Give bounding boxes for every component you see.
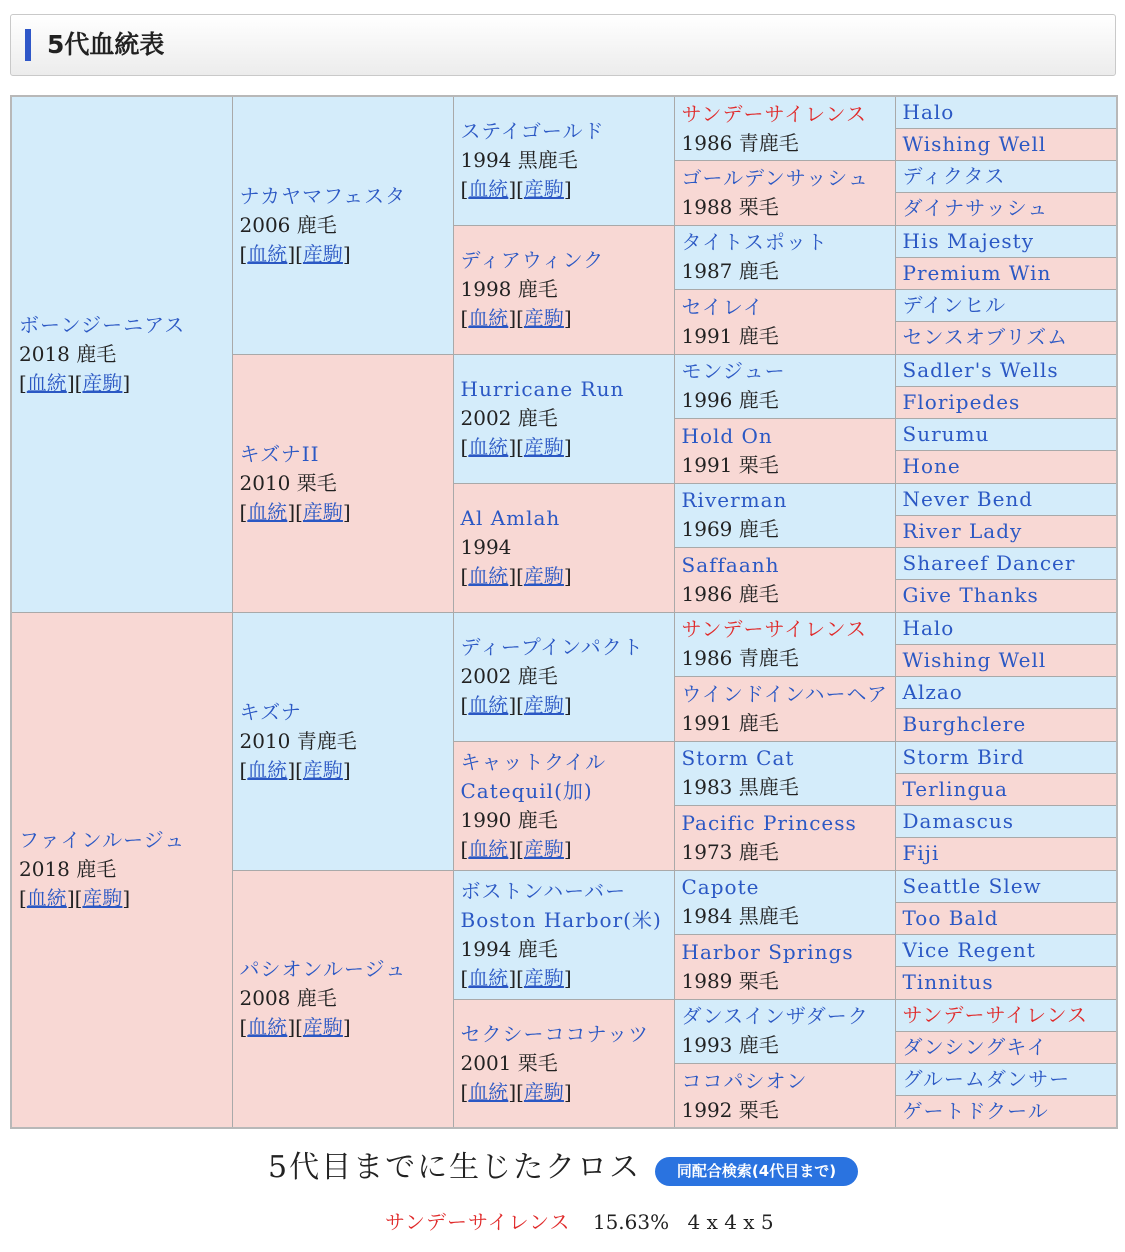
gen5-cell <box>895 902 1117 934</box>
gen5-horse-name[interactable]: グルームダンサー <box>902 1067 1071 1092</box>
gen5-horse-name[interactable]: Floripedes <box>902 389 1021 414</box>
gen4-cell <box>674 677 895 742</box>
pedigree-link[interactable]: 血統 <box>468 435 509 459</box>
gen5-horse-name[interactable]: ゲートドクール <box>902 1099 1049 1124</box>
horse-coat-color: 鹿毛 <box>517 936 558 961</box>
gen5-horse-name[interactable]: Surumu <box>902 422 990 447</box>
pedigree-link[interactable]: 血統 <box>468 965 509 990</box>
bracket: ] <box>122 370 131 395</box>
horse-coat-color: 鹿毛 <box>76 857 117 882</box>
gen5-cell <box>895 870 1117 902</box>
gen3-horse-name[interactable]: セクシーココナッツ <box>460 1021 650 1046</box>
gen5-cell <box>895 935 1117 967</box>
gen5-horse-name[interactable]: Vice Regent <box>902 938 1036 963</box>
same-breeding-search-button[interactable]: 同配合検索(4代目まで) <box>655 1157 858 1186</box>
horse-year: 1994 <box>460 535 512 559</box>
gen3-horse-info <box>461 533 667 562</box>
gen5-horse-name[interactable]: Alzao <box>902 680 963 705</box>
gen5-cell <box>895 967 1117 999</box>
bracket: [ <box>460 965 469 990</box>
gen2-cell <box>232 96 453 354</box>
gen4-cell <box>674 612 895 677</box>
gen3-cell <box>453 612 674 741</box>
gen3-cell <box>453 999 674 1128</box>
gen5-horse-name[interactable]: Terlingua <box>902 776 1008 801</box>
gen4-cell <box>674 548 895 613</box>
gen3-links <box>461 175 667 204</box>
bracket: ] <box>342 241 351 266</box>
gen4-horse-info: 1973 鹿毛 <box>681 839 779 864</box>
gen4-horse-name[interactable]: ゴールデンサッシュ <box>681 165 869 190</box>
cross-percentage: 15.63% <box>592 1210 670 1234</box>
gen3-horse-info <box>461 146 667 175</box>
gen3-links <box>461 835 667 864</box>
bracket: ] <box>563 965 572 990</box>
gen3-cell <box>453 225 674 354</box>
gen4-cell <box>674 290 895 355</box>
gen1-cell <box>11 612 232 1128</box>
gen3-links <box>461 964 667 993</box>
bracket: [ <box>460 435 469 459</box>
gen3-horse-name[interactable]: ボストンハーバー <box>460 878 627 903</box>
gen3-cell <box>453 96 674 225</box>
gen4-horse-name[interactable]: サンデーサイレンス <box>681 101 867 126</box>
gen5-cell <box>895 128 1117 160</box>
horse-year: 2010 <box>239 470 291 495</box>
gen1-horse-name[interactable]: ファインルージュ <box>19 828 186 853</box>
gen5-cell <box>895 773 1117 805</box>
bracket: ][ <box>508 693 524 717</box>
gen3-horse-alt-name[interactable]: Boston Harbor(米) <box>460 907 662 932</box>
gen4-cell <box>674 96 895 161</box>
bracket: ][ <box>508 836 524 861</box>
gen5-cell <box>895 1031 1117 1063</box>
gen5-horse-name[interactable]: Give Thanks <box>902 583 1039 608</box>
bracket: ][ <box>508 177 524 202</box>
pedigree-row <box>11 612 1117 644</box>
gen2-links <box>240 498 446 527</box>
gen5-cell <box>895 677 1117 709</box>
horse-year: 2002 <box>460 406 512 430</box>
offspring-link[interactable]: 産駒 <box>302 1015 343 1040</box>
gen5-horse-name[interactable]: Damascus <box>902 809 1014 834</box>
gen4-horse-info: 1986 鹿毛 <box>681 581 779 606</box>
pedigree-link[interactable]: 血統 <box>468 836 509 861</box>
gen5-horse-name[interactable]: Seattle Slew <box>902 873 1042 898</box>
bracket: ] <box>563 435 572 459</box>
bracket: ][ <box>66 370 83 395</box>
gen2-horse-name[interactable]: キズナ <box>239 699 302 724</box>
bracket: ] <box>563 564 572 588</box>
bracket: [ <box>460 1079 469 1104</box>
gen1-links <box>19 884 225 913</box>
bracket: [ <box>239 241 248 266</box>
horse-coat-color: 鹿毛 <box>517 807 558 832</box>
bracket: ] <box>342 499 351 524</box>
page-title: 5代血統表 <box>47 30 165 59</box>
header-accent-bar <box>25 29 31 61</box>
horse-coat-color: 鹿毛 <box>296 212 337 237</box>
gen5-cell <box>895 999 1117 1031</box>
horse-coat-color: 栗毛 <box>517 1050 558 1075</box>
gen5-cell <box>895 161 1117 193</box>
horse-year: 2010 <box>239 728 291 753</box>
gen3-links <box>461 433 667 462</box>
gen3-horse-info <box>461 275 667 304</box>
pedigree-link[interactable]: 血統 <box>26 886 67 911</box>
offspring-link[interactable]: 産駒 <box>82 370 123 395</box>
offspring-link[interactable]: 産駒 <box>302 757 343 782</box>
gen5-cell <box>895 548 1117 580</box>
horse-coat-color: 鹿毛 <box>296 986 337 1011</box>
gen4-horse-info: 1986 青鹿毛 <box>681 646 799 671</box>
pedigree-link[interactable]: 血統 <box>468 177 509 202</box>
pedigree-link[interactable]: 血統 <box>247 241 288 266</box>
gen3-horse-alt-name[interactable]: Catequil(加) <box>460 778 593 803</box>
bracket: [ <box>239 499 248 524</box>
gen5-cell <box>895 709 1117 741</box>
horse-year: 2008 <box>239 986 291 1011</box>
gen4-cell <box>674 483 895 548</box>
gen5-horse-name[interactable]: Premium Win <box>902 260 1052 285</box>
horse-year: 2002 <box>460 664 512 688</box>
section-header <box>10 14 1116 76</box>
bracket: ] <box>563 1079 572 1104</box>
gen5-horse-name[interactable]: Never Bend <box>902 486 1034 511</box>
gen4-horse-name[interactable]: Hold On <box>681 423 773 448</box>
gen3-links <box>461 691 667 720</box>
horse-year: 2006 <box>239 212 291 237</box>
bracket: [ <box>19 370 27 395</box>
gen3-horse-name[interactable]: ステイゴールド <box>460 119 605 144</box>
gen2-links <box>240 1013 446 1042</box>
bracket: [ <box>460 564 469 588</box>
gen5-horse-name[interactable]: Halo <box>902 615 955 640</box>
gen4-horse-name[interactable]: Pacific Princess <box>681 810 857 835</box>
gen5-horse-name[interactable]: Hone <box>902 454 961 479</box>
horse-year: 1998 <box>460 277 512 301</box>
gen5-horse-name[interactable]: Too Bald <box>902 905 999 930</box>
bracket: [ <box>239 1015 248 1040</box>
gen3-cell <box>453 483 674 612</box>
gen5-horse-name[interactable]: ディクタス <box>902 164 1006 189</box>
gen3-links <box>461 1078 667 1107</box>
bracket: ] <box>342 757 351 782</box>
gen4-horse-name[interactable]: Storm Cat <box>681 746 795 771</box>
gen5-cell <box>895 322 1117 354</box>
bracket: ][ <box>508 1079 524 1104</box>
gen4-horse-info: 1991 鹿毛 <box>681 323 779 348</box>
gen4-horse-name[interactable]: Saffaanh <box>681 552 780 577</box>
gen3-horse-info <box>461 404 667 433</box>
gen5-horse-name[interactable]: ダイナサッシュ <box>902 196 1049 221</box>
gen4-horse-name[interactable]: セイレイ <box>681 294 764 319</box>
gen5-horse-name[interactable]: Burghclere <box>902 712 1027 737</box>
gen5-horse-name[interactable]: River Lady <box>902 518 1023 543</box>
gen4-horse-info: 1969 鹿毛 <box>681 517 779 542</box>
offspring-link[interactable]: 産駒 <box>302 499 343 524</box>
bracket: [ <box>460 693 469 717</box>
gen4-horse-name[interactable]: ココパシオン <box>681 1068 808 1093</box>
bracket: [ <box>460 306 469 330</box>
gen3-horse-name[interactable]: ディープインパクト <box>460 635 644 659</box>
gen5-horse-name[interactable]: Sadler's Wells <box>902 357 1059 382</box>
bracket: [ <box>460 177 469 202</box>
gen2-cell <box>232 612 453 870</box>
cross-title: 5代目までに生じたクロス <box>268 1150 642 1185</box>
pedigree-link[interactable]: 血統 <box>247 757 288 782</box>
gen1-links <box>19 369 225 398</box>
gen5-cell <box>895 354 1117 386</box>
horse-year: 2018 <box>19 341 70 366</box>
gen2-cell <box>232 870 453 1128</box>
gen5-cell <box>895 741 1117 773</box>
offspring-link[interactable]: 産駒 <box>523 965 564 990</box>
cross-generations: 4 x 4 x 5 <box>687 1210 774 1234</box>
gen2-links <box>240 240 446 269</box>
bracket: ] <box>563 177 572 202</box>
gen2-links <box>240 756 446 785</box>
gen2-horse-info <box>240 211 446 240</box>
gen4-horse-info: 1993 鹿毛 <box>681 1033 779 1058</box>
gen5-cell <box>895 386 1117 418</box>
gen3-links <box>461 304 667 333</box>
gen5-horse-name[interactable]: Shareef Dancer <box>902 551 1076 576</box>
gen5-cell <box>895 580 1117 612</box>
horse-coat-color: 黒鹿毛 <box>517 148 578 173</box>
offspring-link[interactable]: 産駒 <box>523 177 564 202</box>
bracket: ][ <box>508 306 524 330</box>
gen5-horse-name[interactable]: Wishing Well <box>902 131 1047 156</box>
bracket: ][ <box>287 241 303 266</box>
gen4-horse-info: 1989 栗毛 <box>681 968 779 993</box>
gen2-cell <box>232 354 453 612</box>
gen5-cell <box>895 257 1117 289</box>
gen5-cell <box>895 96 1117 128</box>
offspring-link[interactable]: 産駒 <box>82 886 123 911</box>
gen2-horse-info <box>240 727 446 756</box>
gen3-horse-info <box>461 806 667 835</box>
gen1-horse-info <box>19 855 225 884</box>
gen3-horse-name[interactable]: Al Amlah <box>460 506 561 530</box>
bracket: ] <box>342 1015 351 1040</box>
offspring-link[interactable]: 産駒 <box>523 435 564 459</box>
gen4-cell <box>674 225 895 290</box>
bracket: ] <box>122 886 131 911</box>
gen3-horse-name[interactable]: ディアウィンク <box>460 248 605 272</box>
offspring-link[interactable]: 産駒 <box>523 306 564 330</box>
gen5-cell <box>895 644 1117 676</box>
gen5-horse-name[interactable]: センスオブリズム <box>902 325 1069 350</box>
gen2-horse-info <box>240 984 446 1013</box>
bracket: ][ <box>508 435 524 459</box>
gen1-cell <box>11 96 232 612</box>
offspring-link[interactable]: 産駒 <box>523 693 564 717</box>
gen4-horse-info: 1984 黒鹿毛 <box>681 904 799 929</box>
gen5-horse-name[interactable]: Tinnitus <box>902 970 994 995</box>
gen1-horse-info <box>19 340 225 369</box>
gen4-horse-info: 1991 栗毛 <box>681 452 779 477</box>
offspring-link[interactable]: 産駒 <box>523 564 564 588</box>
gen3-horse-info <box>461 935 667 964</box>
gen4-horse-info: 1988 栗毛 <box>681 194 779 219</box>
horse-coat-color: 鹿毛 <box>517 277 558 301</box>
gen2-horse-info <box>240 469 446 498</box>
gen4-horse-info: 1986 青鹿毛 <box>681 130 799 155</box>
pedigree-table <box>10 95 1118 1129</box>
gen5-cell <box>895 225 1117 257</box>
gen4-horse-name[interactable]: サンデーサイレンス <box>681 617 867 642</box>
cross-row <box>385 1208 774 1236</box>
pedigree-link[interactable]: 血統 <box>468 306 509 330</box>
gen5-horse-name[interactable]: デインヒル <box>902 293 1007 318</box>
gen5-cell <box>895 419 1117 451</box>
gen3-cell <box>453 870 674 999</box>
gen4-horse-info: 1992 栗毛 <box>681 1097 779 1122</box>
gen4-horse-info: 1996 鹿毛 <box>681 388 779 413</box>
gen3-links <box>461 562 667 591</box>
gen5-horse-name[interactable]: His Majesty <box>902 228 1034 253</box>
gen4-horse-name[interactable]: モンジュー <box>681 359 786 384</box>
horse-coat-color: 鹿毛 <box>517 664 558 688</box>
bracket: [ <box>460 836 469 861</box>
gen5-horse-name[interactable]: Wishing Well <box>902 647 1047 672</box>
pedigree-link[interactable]: 血統 <box>247 1015 288 1040</box>
gen3-cell <box>453 354 674 483</box>
offspring-link[interactable]: 産駒 <box>523 1079 564 1104</box>
bracket: ] <box>563 836 572 861</box>
bracket: ][ <box>287 757 303 782</box>
gen2-horse-name[interactable]: パシオンルージュ <box>239 957 407 982</box>
gen4-cell <box>674 419 895 484</box>
gen3-horse-info <box>461 662 667 691</box>
bracket: ][ <box>287 1015 303 1040</box>
gen5-horse-name[interactable]: ダンシングキイ <box>902 1034 1048 1059</box>
gen2-horse-name[interactable]: キズナII <box>239 441 320 466</box>
gen5-cell <box>895 612 1117 644</box>
pedigree-link[interactable]: 血統 <box>468 693 509 717</box>
bracket: ] <box>563 693 572 717</box>
gen4-cell <box>674 806 895 871</box>
gen2-horse-name[interactable]: ナカヤマフェスタ <box>239 183 407 208</box>
gen4-cell <box>674 935 895 1000</box>
bracket: ] <box>563 306 572 330</box>
gen4-cell <box>674 1064 895 1129</box>
gen3-cell <box>453 741 674 870</box>
pedigree-link[interactable]: 血統 <box>468 1079 509 1104</box>
gen4-horse-info: 1983 黒鹿毛 <box>681 775 799 800</box>
gen4-horse-name[interactable]: ダンスインザダーク <box>681 1004 869 1029</box>
gen5-cell <box>895 806 1117 838</box>
gen4-horse-name[interactable]: タイトスポット <box>681 230 828 255</box>
gen5-horse-name[interactable]: Halo <box>902 99 955 124</box>
horse-year: 1994 <box>460 936 512 961</box>
pedigree-link[interactable]: 血統 <box>468 564 509 588</box>
bracket: ][ <box>287 499 303 524</box>
gen3-horse-info <box>461 1049 667 1078</box>
gen5-horse-name[interactable]: Fiji <box>902 841 940 866</box>
gen4-horse-name[interactable]: Riverman <box>681 488 788 513</box>
gen3-horse-name[interactable]: キャットクイル <box>460 749 607 774</box>
horse-coat-color: 青鹿毛 <box>296 728 357 753</box>
horse-year: 1990 <box>460 807 512 832</box>
gen4-horse-info: 1987 鹿毛 <box>681 259 779 284</box>
gen4-cell <box>674 870 895 935</box>
gen4-cell <box>674 354 895 419</box>
gen4-horse-name[interactable]: Harbor Springs <box>681 939 854 964</box>
gen5-cell <box>895 193 1117 225</box>
gen5-cell <box>895 515 1117 547</box>
gen1-horse-name[interactable]: ボーンジーニアス <box>19 312 186 337</box>
gen4-horse-name[interactable]: ウインドインハーヘア <box>681 681 888 706</box>
gen4-horse-name[interactable]: Capote <box>681 875 760 900</box>
gen5-cell <box>895 451 1117 483</box>
gen3-horse-name[interactable]: Hurricane Run <box>460 377 625 401</box>
gen5-horse-name[interactable]: サンデーサイレンス <box>902 1002 1088 1027</box>
gen5-cell <box>895 838 1117 870</box>
bracket: ][ <box>508 965 524 990</box>
gen5-horse-name[interactable]: Storm Bird <box>902 744 1025 769</box>
gen4-cell <box>674 999 895 1064</box>
bracket: ][ <box>508 564 524 588</box>
bracket: ][ <box>66 886 83 911</box>
gen5-cell <box>895 483 1117 515</box>
horse-coat-color: 栗毛 <box>296 470 337 495</box>
gen4-cell <box>674 161 895 226</box>
pedigree-link[interactable]: 血統 <box>26 370 67 395</box>
bracket: [ <box>19 886 27 911</box>
horse-year: 1994 <box>460 148 512 173</box>
gen4-horse-info: 1991 鹿毛 <box>681 710 779 735</box>
horse-coat-color: 鹿毛 <box>76 341 117 366</box>
bracket: [ <box>239 757 248 782</box>
gen5-cell <box>895 1064 1117 1096</box>
horse-year: 2001 <box>460 1050 512 1075</box>
gen5-cell <box>895 290 1117 322</box>
pedigree-link[interactable]: 血統 <box>247 499 288 524</box>
offspring-link[interactable]: 産駒 <box>302 241 343 266</box>
gen5-cell <box>895 1096 1117 1128</box>
pedigree-row <box>11 96 1117 128</box>
horse-year: 2018 <box>19 857 70 882</box>
horse-coat-color: 鹿毛 <box>517 406 558 430</box>
offspring-link[interactable]: 産駒 <box>523 836 564 861</box>
cross-horse-link[interactable]: サンデーサイレンス <box>385 1210 571 1234</box>
gen4-cell <box>674 741 895 806</box>
